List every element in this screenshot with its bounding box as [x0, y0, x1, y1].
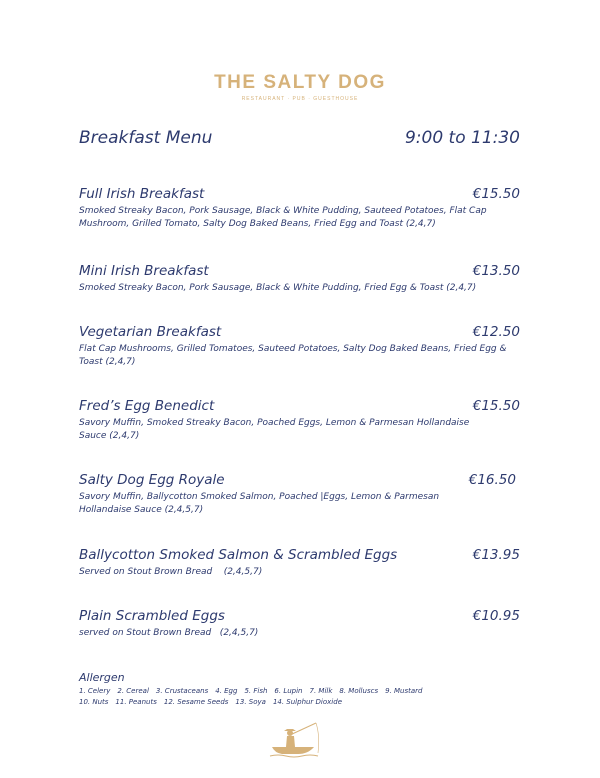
- menu-item-vegetarian: [79, 324, 520, 369]
- menu-hours: 9:00 to 11:30: [404, 128, 520, 148]
- menu-title: Breakfast Menu: [79, 128, 213, 148]
- item-description: Flat Cap Mushrooms, Grilled Tomatoes, Sauteed Potatoes, Salty Dog Baked Beans, Fried Egg & Toast (2,4,7): [79, 344, 507, 367]
- item-name: Ballycotton Smoked Salmon & Scrambled Eggs: [79, 547, 398, 563]
- item-name: Vegetarian Breakfast: [79, 324, 222, 340]
- item-price: €15.50: [472, 398, 520, 414]
- item-price: €16.50: [468, 472, 516, 488]
- menu-item-full-irish: [79, 186, 520, 231]
- item-name: Salty Dog Egg Royale: [79, 472, 225, 488]
- allergen-entry: 4. Egg: [215, 687, 238, 695]
- logo: [0, 72, 600, 102]
- item-price: €10.95: [472, 608, 520, 624]
- allergen-entry: 12. Sesame Seeds: [163, 698, 229, 706]
- menu-item-egg-benedict: [79, 398, 520, 443]
- allergen-entry: 6. Lupin: [274, 687, 303, 695]
- menu-item-mini-irish: [79, 263, 520, 295]
- menu-header: [79, 128, 520, 152]
- item-price: €13.50: [472, 263, 520, 279]
- item-description: Smoked Streaky Bacon, Pork Sausage, Black & White Pudding, Fried Egg & Toast (2,4,7): [79, 283, 477, 293]
- item-price: €12.50: [472, 324, 520, 340]
- allergen-title: Allergen: [79, 671, 125, 684]
- allergen-entry: 14. Sulphur Dioxide: [272, 698, 342, 706]
- allergen-entry: 1. Celery: [79, 687, 111, 695]
- logo-subtitle: RESTAURANT · PUB · GUESTHOUSE: [241, 96, 359, 102]
- item-description: Served on Stout Brown Bread (2,4,5,7): [79, 567, 263, 577]
- item-name: Full Irish Breakfast: [79, 186, 205, 202]
- allergen-entry: 13. Soya: [235, 698, 266, 706]
- item-price: €15.50: [472, 186, 520, 202]
- allergen-section: [79, 671, 499, 706]
- allergen-entry: 5. Fish: [244, 687, 268, 695]
- logo-title: THE SALTY DOG: [214, 72, 386, 93]
- allergen-entry: 2. Cereal: [117, 687, 149, 695]
- allergen-entry: 7. Milk: [309, 687, 333, 695]
- allergen-entry: 8. Molluscs: [339, 687, 379, 695]
- item-description: Savory Muffin, Smoked Streaky Bacon, Poached Eggs, Lemon & Parmesan Hollandaise Sauce (2,4,7): [79, 418, 470, 441]
- allergen-entry: 3. Crustaceans: [155, 687, 209, 695]
- item-name: Mini Irish Breakfast: [79, 263, 209, 279]
- item-name: Plain Scrambled Eggs: [79, 608, 225, 624]
- allergen-line-1: [79, 687, 499, 695]
- item-description: served on Stout Brown Bread (2,4,5,7): [79, 628, 259, 638]
- item-name: Fred’s Egg Benedict: [79, 398, 215, 414]
- allergen-entry: 11. Peanuts: [115, 698, 157, 706]
- allergen-entry: 9. Mustard: [385, 687, 423, 695]
- menu-item-salmon-scrambled: [79, 547, 520, 579]
- item-description: Savory Muffin, Ballycotton Smoked Salmon, Poached |Eggs, Lemon & Parmesan Hollandaise Sauce (2,4,5,7): [79, 492, 440, 515]
- allergen-line-2: [79, 698, 499, 706]
- item-description: Smoked Streaky Bacon, Pork Sausage, Black & White Pudding, Sauteed Potatoes, Flat Cap Mushroom, Grilled Tomato, Salty Dog Baked Beans, Fried Egg and Toast (2,4,7): [79, 206, 487, 229]
- menu-item-plain-scrambled: [79, 608, 520, 640]
- allergen-entry: 10. Nuts: [79, 698, 109, 706]
- fisherman-boat-icon: [268, 721, 332, 765]
- item-price: €13.95: [472, 547, 520, 563]
- menu-item-egg-royale: [79, 472, 520, 517]
